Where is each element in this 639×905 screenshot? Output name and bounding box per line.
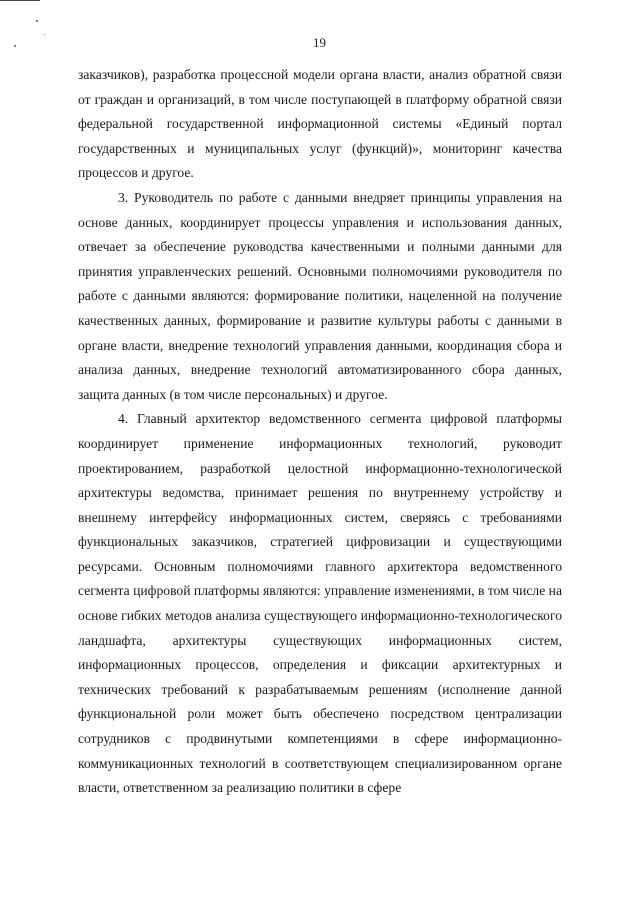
paragraph-data-manager: 3. Руководитель по работе с данными внедряет принципы управления на основе данных, координирует процессы управления и использования данных, отвечает за обеспечение руководства качественными и полными данными для принятия управленческих решений. Основными полномочиями руководителя по работе с данными являются: формирование политики, нацеленной на получение качественных данных, формирование и развитие культуры работы с данными в органе власти, внедрение технологий управления данными, координация сбора и анализа данных, внедрение технологий автоматизированного сбора данных, защита данных (в том числе персональных) и другое.	[78, 189, 562, 402]
page-number: 19	[313, 35, 326, 50]
scan-speck	[36, 20, 38, 22]
document-body	[78, 63, 562, 801]
paragraph-chief-architect: 4. Главный архитектор ведомственного сегмента цифровой платформы координирует применение информационных технологий, руководит проектированием, разработкой целостной информационно-технологической архитектуры ведомства, принимает решения по внутреннему устройству и внешнему интерфейсу информационных систем, сверяясь с требованиями функциональных заказчиков, стратегией цифровизации и существующими ресурсами. Основным полномочиями главного архитектора ведомственного сегмента цифровой платформы являются: управление изменениями, в том числе на основе гибких методов анализа существующего информационно-технологического ландшафта, архитектуры существующих информационных систем, информационных процессов, определения и фиксации архитектурных и технических требований к разрабатываемым решениям (исполнение данной функциональной роли может быть обеспечено посредством централизации сотрудников с продвинутыми компетенциями в сфере информационно-коммуникационных технологий в соответствующем специализированном органе власти, ответственном за реализацию политики в сфере	[78, 411, 562, 796]
scan-edge-line	[0, 0, 40, 1]
paragraph-continuation: заказчиков), разработка процессной модели органа власти, анализ обратной связи от граждан и организаций, в том числе поступающей в платформу обратной связи федеральной государственной информационной системы «Единый портал государственных и муниципальных услуг (функций)», мониторинг качества процессов и другое.	[78, 67, 562, 181]
